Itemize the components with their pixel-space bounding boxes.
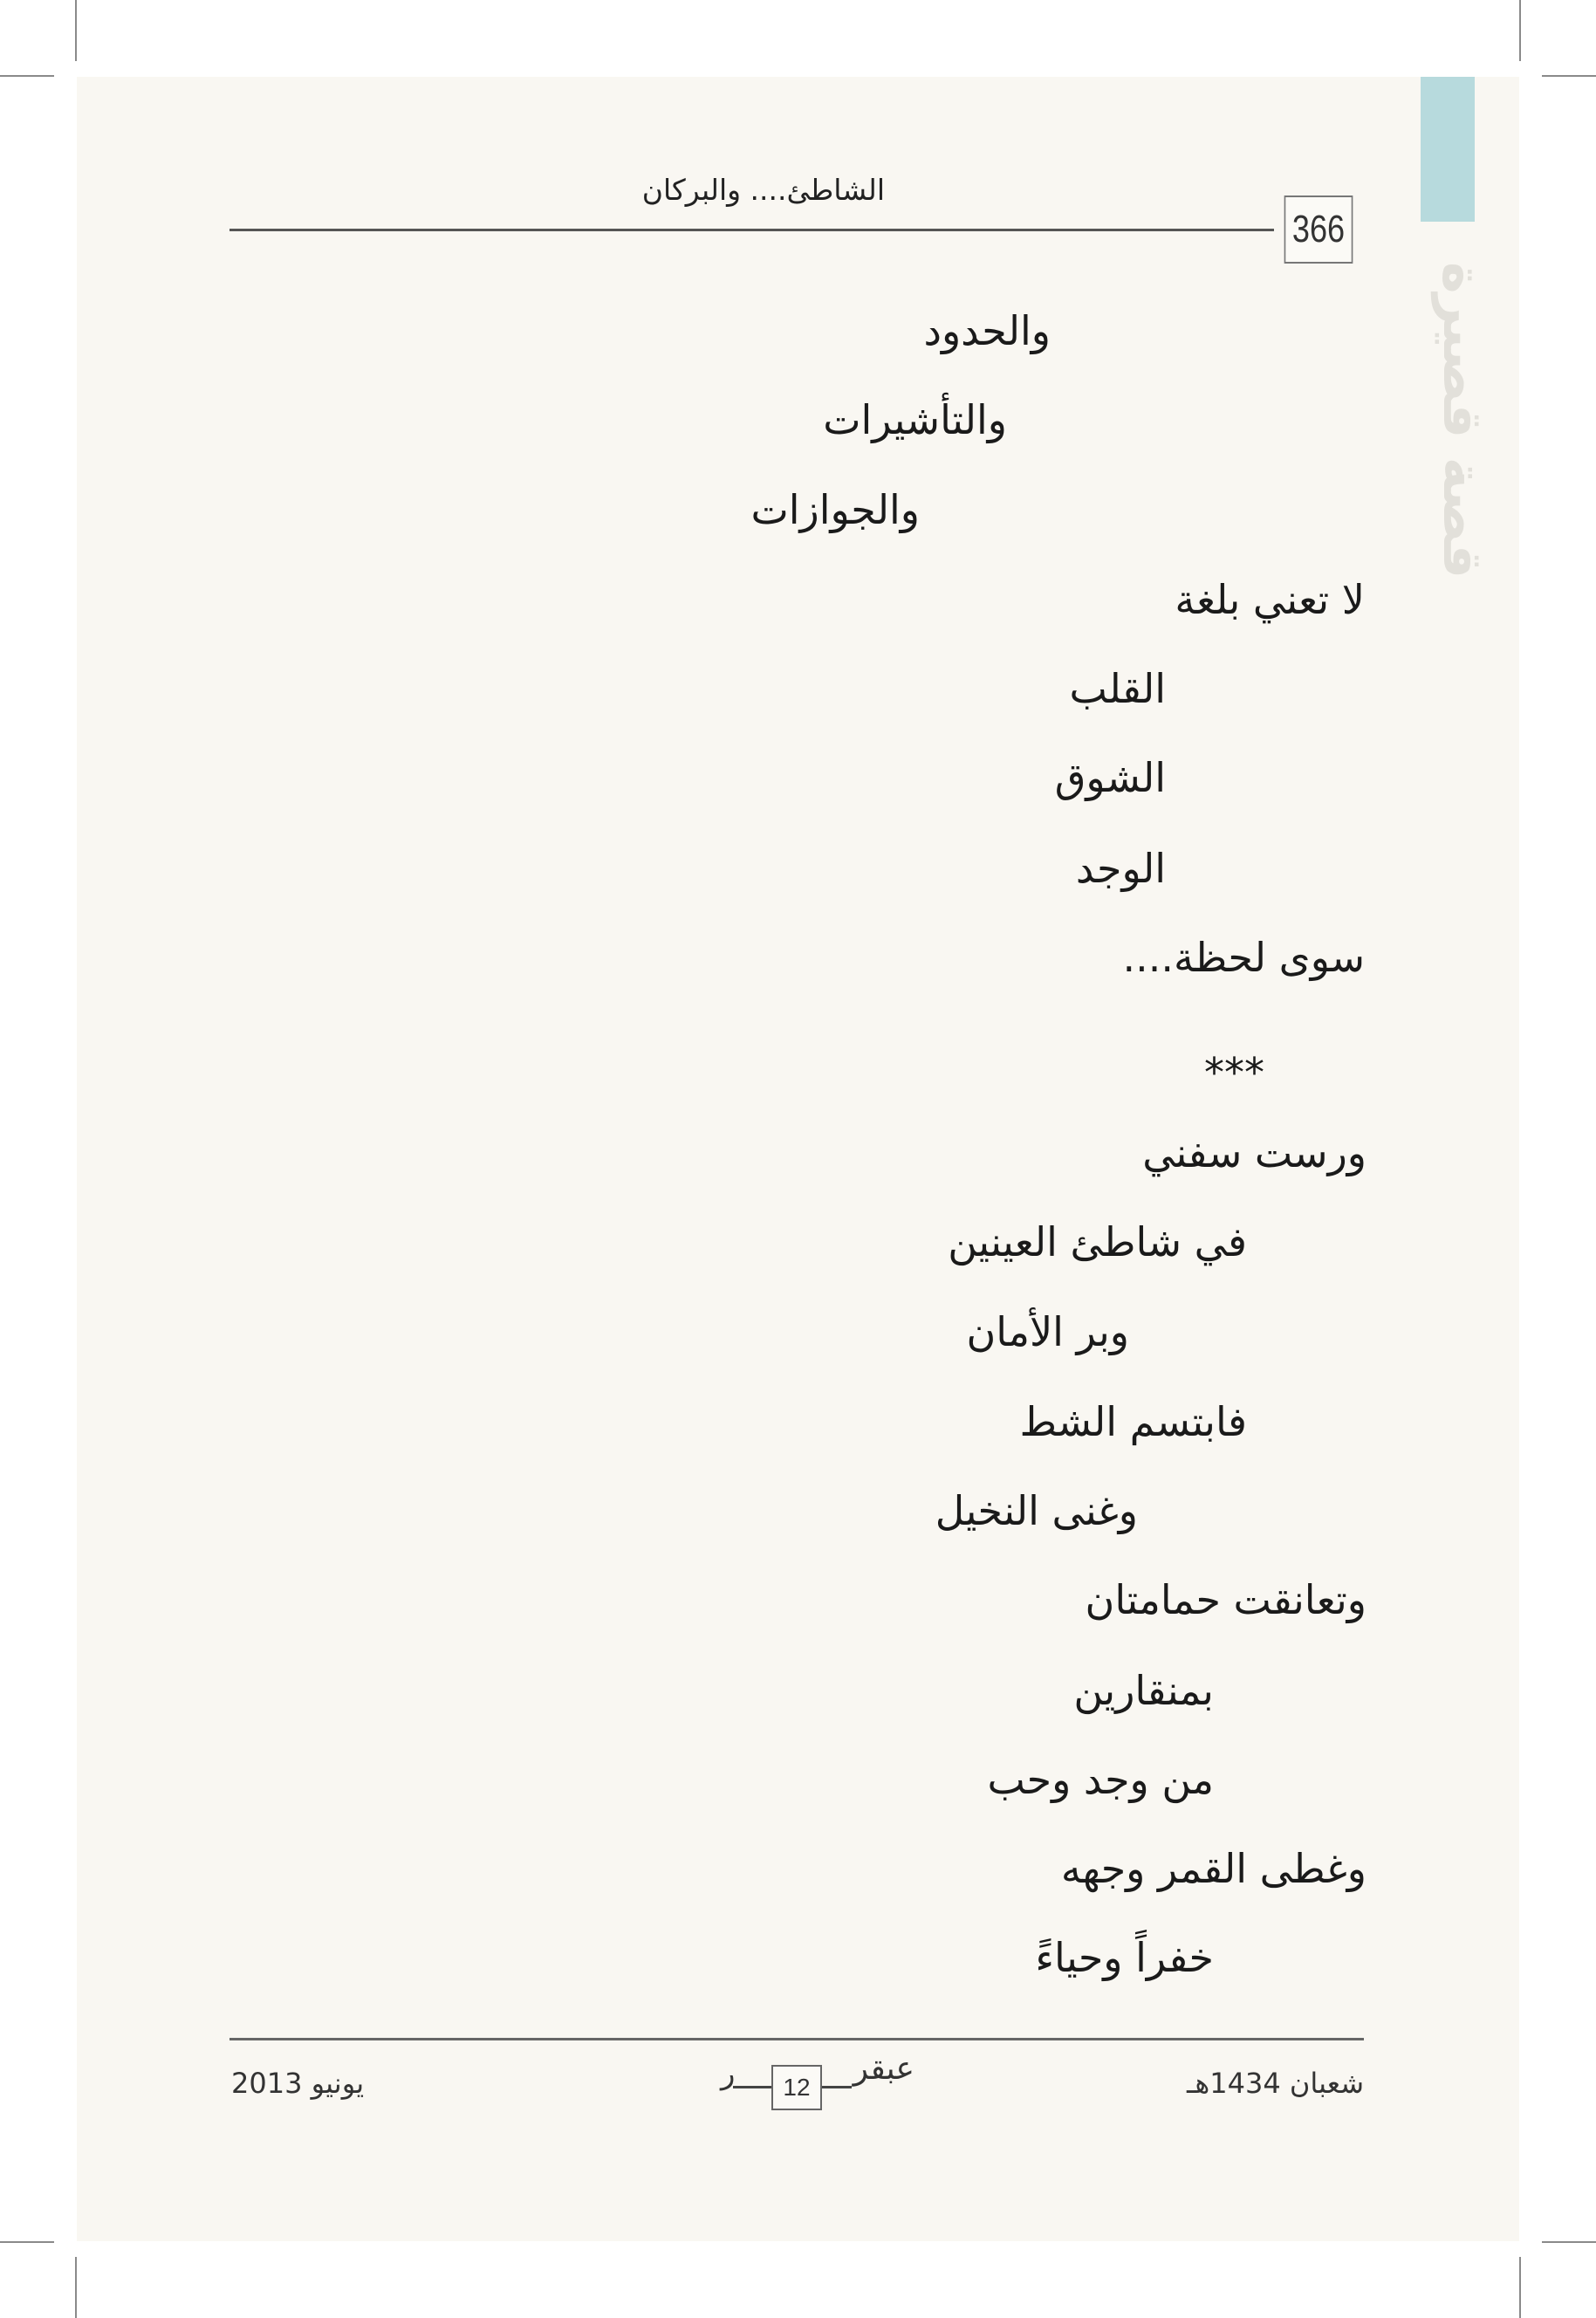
crop-mark (1542, 75, 1596, 77)
footer-logo-rule (733, 2086, 771, 2088)
poem-line: فابتسم الشط (1019, 1398, 1247, 1445)
crop-mark (1519, 2257, 1521, 2318)
page-number: 366 (1284, 195, 1353, 264)
poem-line: بمنقارين (1073, 1667, 1214, 1714)
magazine-name: عبقر (853, 2051, 914, 2087)
poem-line: سوى لحظة.... (1122, 934, 1365, 981)
poem-line: وبر الأمان (966, 1308, 1129, 1355)
poem-line: خفراً وحياءً (1035, 1934, 1214, 1981)
poem-line: والحدود (923, 307, 1051, 354)
poem-line: في شاطئ العينين (948, 1218, 1247, 1265)
poem-line: الوجد (1075, 845, 1166, 892)
poem-line: الشوق (1054, 754, 1166, 801)
section-divider: *** (1204, 1049, 1264, 1096)
crop-mark (75, 2257, 77, 2318)
section-tab (1421, 77, 1475, 222)
poem-line: القلب (1069, 665, 1166, 712)
crop-mark (1542, 2241, 1596, 2243)
crop-mark (1519, 0, 1521, 61)
footer-date-hijri: شعبان 1434هـ (1186, 2067, 1364, 2100)
poem-line: وغطى القمر وجهه (1060, 1845, 1367, 1892)
poem-line: لا تعني بلغة (1175, 576, 1365, 623)
poem-line: وغنى النخيل (935, 1487, 1138, 1534)
footer-rule (229, 2038, 1364, 2040)
magazine-footer-logo (714, 2049, 914, 2110)
crop-mark (0, 75, 54, 77)
poem-line: والجوازات (750, 486, 920, 533)
footer-date-gregorian: يونيو 2013 (231, 2067, 365, 2100)
section-label: قصة قصيرة (1431, 262, 1495, 580)
footer-logo-rule (822, 2086, 852, 2088)
header-rule (229, 229, 1274, 231)
issue-number: 12 (771, 2065, 822, 2110)
crop-mark (0, 2241, 54, 2243)
poem-line: وتعانقت حمامتان (1085, 1576, 1367, 1623)
poem-line: ورست سفني (1142, 1129, 1367, 1176)
crop-mark (75, 0, 77, 61)
poem-line: والتأشيرات (823, 396, 1007, 443)
footer-logo-end: ر (721, 2056, 736, 2091)
poem-line: من وجد وحب (987, 1756, 1214, 1803)
running-title: الشاطئ.... والبركان (641, 173, 885, 207)
